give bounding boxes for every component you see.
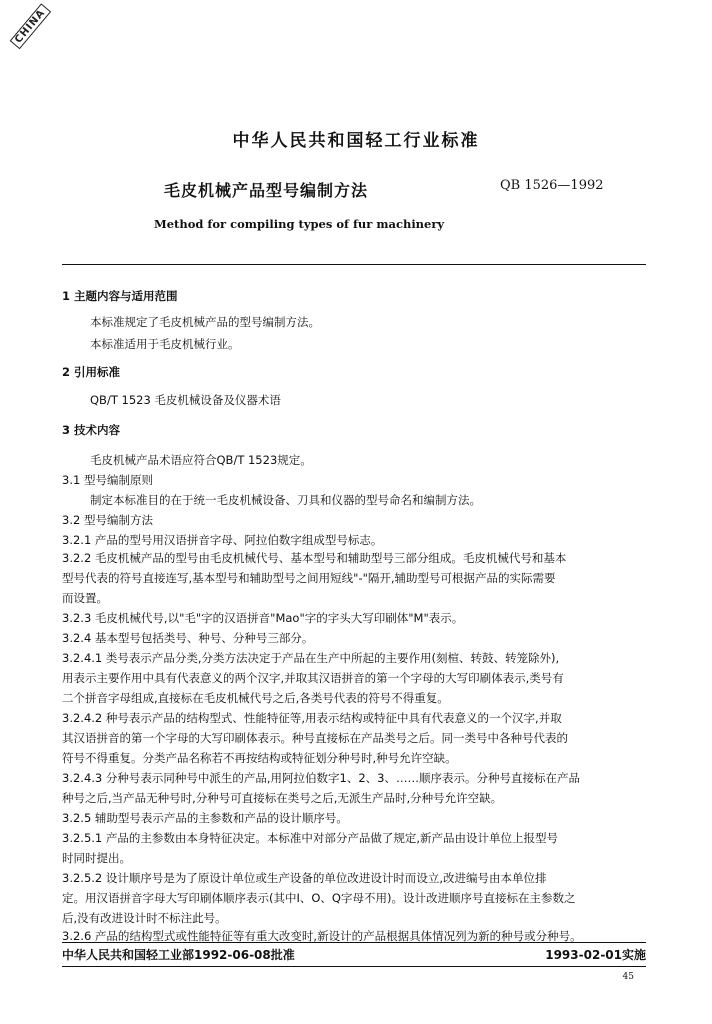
header-rule <box>62 264 646 265</box>
clause: 3.2.1 产品的型号用汉语拼音字母、阿拉伯数字组成型号标志。 <box>62 533 383 547</box>
standard-number: QB 1526—1992 <box>500 178 604 193</box>
approval-line: 中华人民共和国轻工业部1992-06-08批准 <box>62 948 295 962</box>
clause: 3.2.5.2 设计顺序号是为了原设计单位或生产设备的单位改进设计时而设立,改进编号由本单位排 <box>62 871 547 885</box>
clause: 3.2.3 毛皮机械代号,以"毛"字的汉语拼音"Mao"字的字头大写印刷体"M"表示。 <box>62 611 464 625</box>
clause: 定。用汉语拼音字母大写印刷体顺序表示(其中I、O、Q字母不用)。设计改进顺序号直接标在主参数之 <box>62 891 576 905</box>
clause: 3.2.4 基本型号包括类号、种号、分种号三部分。 <box>62 631 314 645</box>
clause-heading: 3.1 型号编制原则 <box>62 473 153 487</box>
paragraph: 制定本标准目的在于统一毛皮机械设备、刀具和仪器的型号命名和编制方法。 <box>90 493 481 507</box>
clause: 用表示主要作用中具有代表意义的两个汉字,并取其汉语拼音的第一个字母的大写印刷体表示,类号有 <box>62 671 564 685</box>
clause: 而设置。 <box>62 591 108 605</box>
organization-title: 中华人民共和国轻工行业标准 <box>232 131 480 151</box>
clause: 种号之后,当产品无种号时,分种号可直接标在类号之后,无派生产品时,分种号允许空缺。 <box>62 791 503 805</box>
clause: 3.2.4.3 分种号表示同种号中派生的产品,用阿拉伯数字1、2、3、……顺序表示。分种号直接标在产品 <box>62 771 580 785</box>
english-title: Method for compiling types of fur machinery <box>154 217 445 231</box>
clause: 时同时提出。 <box>62 851 131 865</box>
clause: 3.2.5 辅助型号表示产品的主参数和产品的设计顺序号。 <box>62 811 348 825</box>
clause-heading: 3.2 型号编制方法 <box>62 513 153 527</box>
china-stamp: CHINA <box>10 4 51 50</box>
document-title: 毛皮机械产品型号编制方法 <box>164 181 369 200</box>
paragraph: 本标准适用于毛皮机械行业。 <box>90 337 240 351</box>
clause: 后,没有改进设计时不标注此号。 <box>62 911 227 925</box>
footer-bottom-rule <box>62 966 646 967</box>
section-3-heading: 3 技术内容 <box>62 423 121 437</box>
clause: 3.2.2 毛皮机械产品的型号由毛皮机械代号、基本型号和辅助型号三部分组成。毛皮机械代号和基本 <box>62 551 567 565</box>
clause: 3.2.4.2 种号表示产品的结构型式、性能特征等,用表示结构或特征中具有代表意义的一个汉字,并取 <box>62 711 562 725</box>
clause: 3.2.4.1 类号表示产品分类,分类方法决定于产品在生产中所起的主要作用(刻楦、转鼓、转笼除外), <box>62 651 560 665</box>
section-1-heading: 1 主题内容与适用范围 <box>62 289 178 303</box>
paragraph: 本标准规定了毛皮机械产品的型号编制方法。 <box>90 315 320 329</box>
clause: 符号不得重复。分类产品名称若不再按结构或特征划分种号时,种号允许空缺。 <box>62 751 457 765</box>
paragraph: 毛皮机械产品术语应符合QB/T 1523规定。 <box>90 453 312 467</box>
footer-rule <box>62 942 646 943</box>
clause: 3.2.6 产品的结构型式或性能特征等有重大改变时,新设计的产品根据具体情况列为新的种号或分种号。 <box>62 929 582 943</box>
clause: 二个拼音字母组成,直接标在毛皮机械代号之后,各类号代表的符号不得重复。 <box>62 691 449 705</box>
section-2-heading: 2 引用标准 <box>62 365 121 379</box>
paragraph: QB/T 1523 毛皮机械设备及仪器术语 <box>90 393 281 407</box>
clause: 型号代表的符号直接连写,基本型号和辅助型号之间用短线"-"隔开,辅助型号可根据产品的实际需要 <box>62 571 556 585</box>
clause: 其汉语拼音的第一个字母的大写印刷体表示。种号直接标在产品类号之后。同一类号中各种号代表的 <box>62 731 568 745</box>
effective-date: 1993-02-01实施 <box>545 948 646 962</box>
clause: 3.2.5.1 产品的主参数由本身特征决定。本标准中对部分产品做了规定,新产品由设计单位上报型号 <box>62 831 559 845</box>
page-number: 45 <box>622 972 634 982</box>
